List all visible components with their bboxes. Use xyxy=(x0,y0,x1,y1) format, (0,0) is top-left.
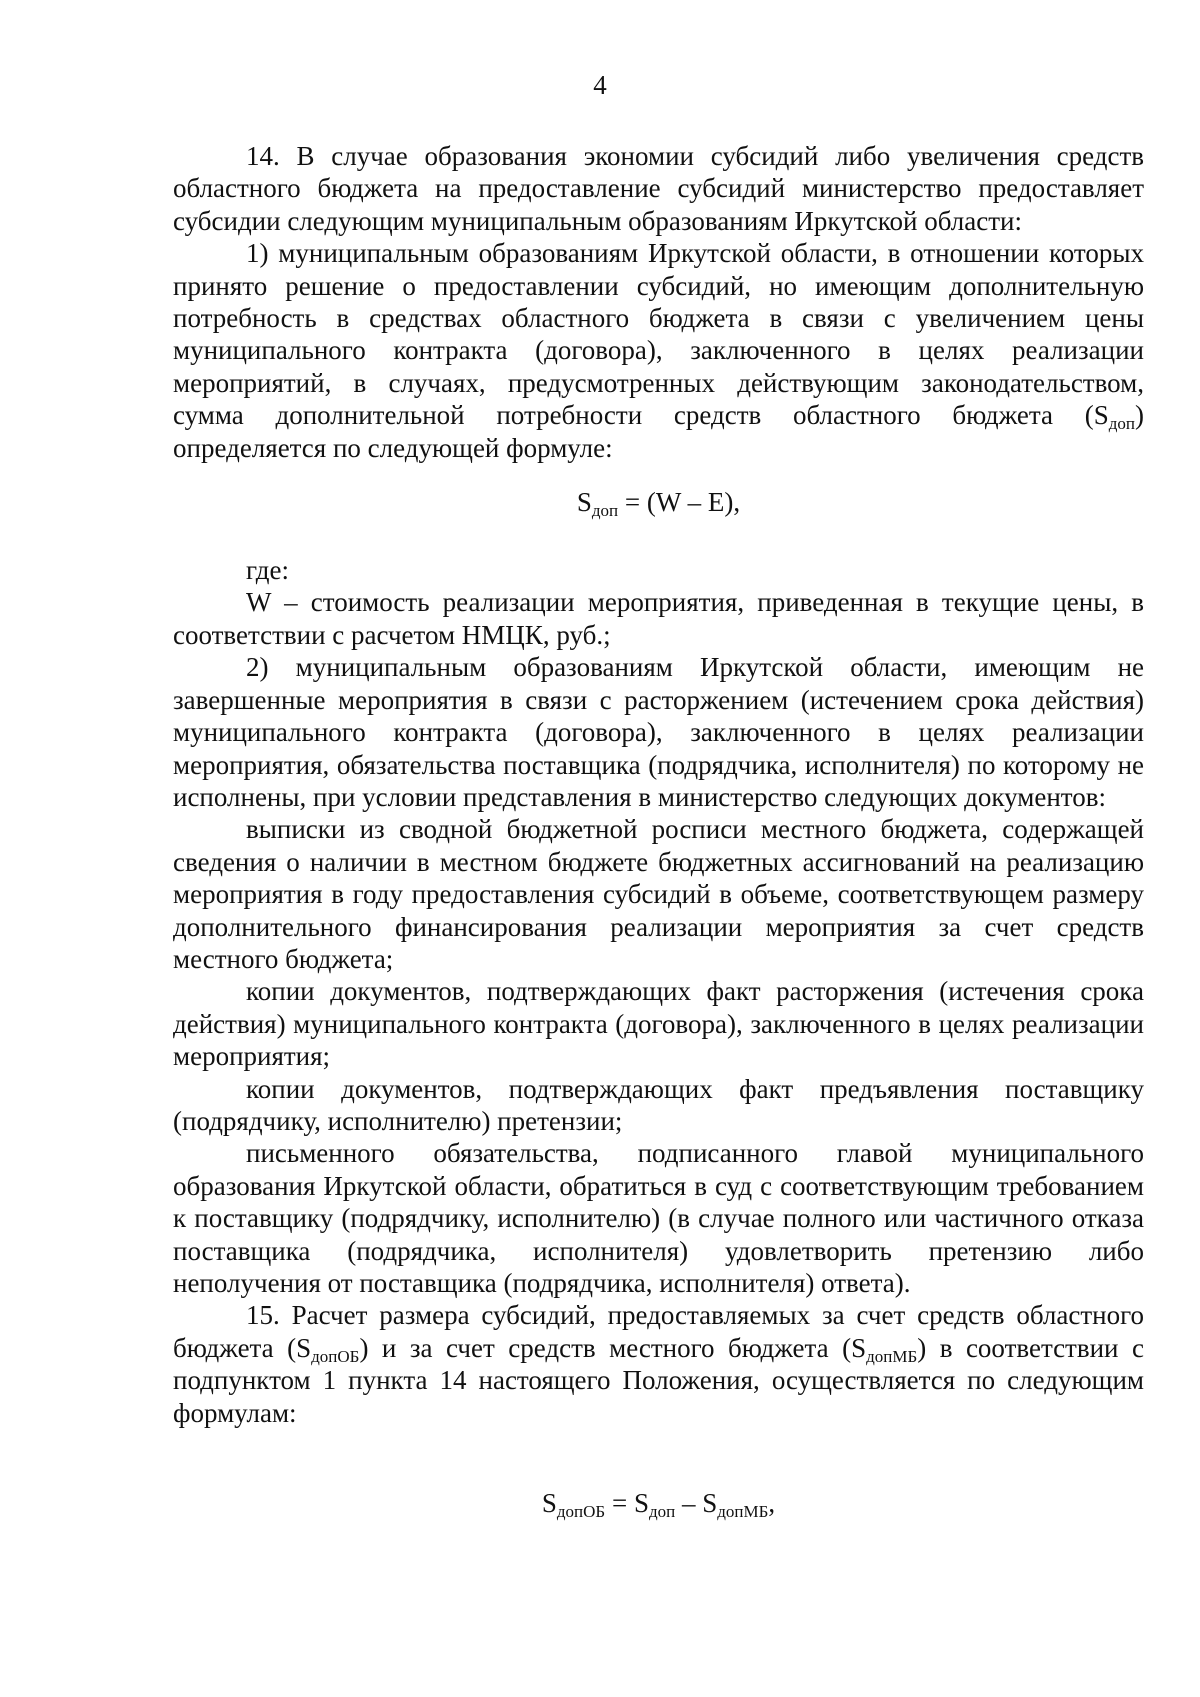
document-item-written-obligation: письменного обязательства, подписанного главой муниципального образования Иркутской области, обратиться в суд с соответствующим требованием к поставщику (подрядчику, исполнителю) (в случае полного или частичного отказа поставщика (подрядчика, исполнителя) удовлетворить претензию либо неполучения от поставщика (подрядчика, исполнителя) ответа). xyxy=(173,1138,1144,1298)
document-item-claim-copies: копии документов, подтверждающих факт предъявления поставщику (подрядчику, исполнителю) претензии; xyxy=(173,1073,1144,1136)
formula-symbol: S xyxy=(541,1488,557,1519)
formula-s-dop xyxy=(173,486,1144,521)
formula-symbol: S xyxy=(702,1488,718,1519)
p15-subscript-1: допОБ xyxy=(311,1346,360,1366)
item-2: 2) муниципальным образованиям Иркутской области, имеющим не завершенные мероприятия в связи с расторжением (истечением срока действия) муниципального контракта (договора), заключенного в целях реализации мероприятия, обязательства поставщика (подрядчика, исполнителя) по которому не исполнены, при условии представления в министерство следующих документов: xyxy=(173,652,1144,812)
subscript: доп xyxy=(1108,414,1135,434)
p15-subscript-2: допМБ xyxy=(866,1346,918,1366)
formula-symbol: S xyxy=(633,1488,649,1519)
formula-rhs: = (W – E), xyxy=(618,487,741,518)
formula-subscript: доп xyxy=(648,1502,676,1522)
formula-subscript: доп xyxy=(591,501,619,521)
item-1 xyxy=(173,237,1144,464)
where-label: где: xyxy=(246,555,289,586)
paragraph-14: 14. В случае образования экономии субсидий либо увеличения средств областного бюджета на предоставление субсидий министерство предоставляет субсидии следующим муниципальным образованиям Иркутской области: xyxy=(173,141,1144,236)
formula-equals: = xyxy=(605,1488,634,1519)
p15-text-3: ) в соответствии с подпунктом 1 пункта 14 настоящего Положения, осуществляется по следующим формулам: xyxy=(173,1332,1144,1428)
formula-symbol: S xyxy=(576,487,592,518)
document-item-termination-copies: копии документов, подтверждающих факт расторжения (истечения срока действия) муниципального контракта (договора), заключенного в целях реализации мероприятия; xyxy=(173,976,1144,1072)
page-number: 4 xyxy=(593,70,607,100)
w-definition: W – стоимость реализации мероприятия, приведенная в текущие цены, в соответствии с расчетом НМЦК, руб.; xyxy=(173,587,1144,650)
formula-minus: – xyxy=(675,1488,703,1519)
formula-comma: , xyxy=(768,1488,776,1519)
formula-s-dop-ob xyxy=(173,1487,1144,1522)
item-1-text-end: ) определяется по следующей формуле: xyxy=(173,400,1144,463)
p15-text-2: ) и за счет средств местного бюджета (S xyxy=(359,1332,867,1363)
item-1-text: 1) муниципальным образованиям Иркутской области, в отношении которых принято решение о предоставлении субсидий, но имеющим дополнительную потребность в средствах областного бюджета в связи с увеличением цены муниципального контракта (договора), заключенного в целях реализации мероприятий, в случаях, предусмотренных действующим законодательством, сумма дополнительной потребности средств областного бюджета (S xyxy=(173,238,1144,431)
document-body xyxy=(173,140,1144,1522)
formula-subscript: допМБ xyxy=(717,1502,769,1522)
formula-subscript: допОБ xyxy=(556,1502,606,1522)
p15-text-1: 15. Расчет размера субсидий, предоставляемых за счет средств областного бюджета (S xyxy=(173,1300,1144,1363)
document-item-extract: выписки из сводной бюджетной росписи местного бюджета, содержащей сведения о наличии в местном бюджете бюджетных ассигнований на реализацию мероприятия в году предоставления субсидий в объеме, соответствующем размеру дополнительного финансирования реализации мероприятия за счет средств местного бюджета; xyxy=(173,814,1144,974)
paragraph-15 xyxy=(173,1299,1144,1429)
